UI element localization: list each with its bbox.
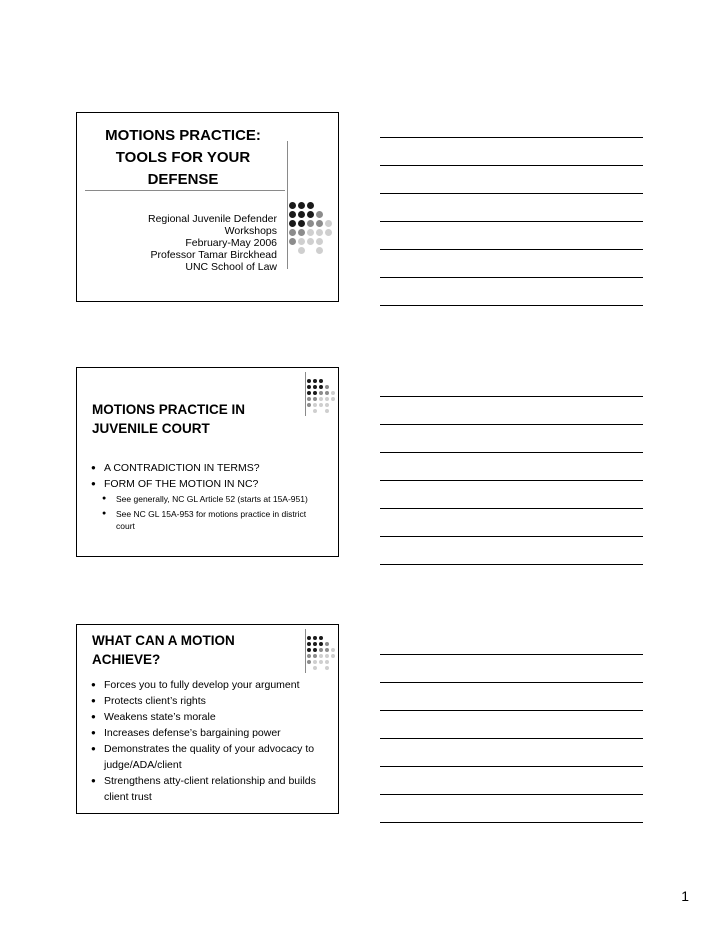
decor-dot (316, 229, 323, 236)
decor-dot (289, 220, 296, 227)
bullet-dot-icon: ● (91, 479, 96, 488)
bullet-text: Weakens state’s morale (104, 711, 216, 723)
decor-dot (319, 660, 323, 664)
note-line (380, 424, 643, 425)
note-line (380, 277, 643, 278)
decor-dot (319, 403, 323, 407)
decor-dot (319, 385, 323, 389)
bullet-text: Increases defense’s bargaining power (104, 727, 281, 739)
note-line (380, 249, 643, 250)
decor-dot (319, 648, 323, 652)
note-line (380, 564, 643, 565)
note-line (380, 738, 643, 739)
title-line: TOOLS FOR YOUR (115, 149, 251, 166)
decor-dot (313, 660, 317, 664)
decor-dot (307, 202, 314, 209)
bullet-dot-icon: ● (91, 696, 96, 705)
slide-3-title (92, 631, 235, 669)
bullet-item (90, 693, 326, 709)
decor-dot (298, 211, 305, 218)
note-line (380, 165, 643, 166)
subtitle-line: February-May 2006 (185, 237, 277, 249)
decor-dot (289, 202, 296, 209)
slide-2-title (92, 400, 245, 438)
decor-dot (325, 642, 329, 646)
decor-dot (316, 220, 323, 227)
decor-dot (331, 648, 335, 652)
decor-dot (325, 666, 329, 670)
decor-dot (307, 379, 311, 383)
note-line (380, 682, 643, 683)
vertical-rule (287, 141, 288, 269)
decor-dot (325, 385, 329, 389)
note-line (380, 305, 643, 306)
bullet-item (90, 725, 326, 741)
slide-3 (76, 624, 339, 814)
title-line: ACHIEVE? (92, 652, 161, 667)
bullet-dot-icon: ● (91, 744, 96, 753)
bullet-dot-icon: ● (91, 463, 96, 472)
title-line: WHAT CAN A MOTION (92, 633, 235, 648)
title-line: JUVENILE COURT (92, 421, 210, 436)
bullet-dot-icon: ● (91, 776, 96, 785)
decor-dot (298, 220, 305, 227)
decor-dot (313, 642, 317, 646)
title-line: MOTIONS PRACTICE: (105, 127, 261, 144)
bullet-item (90, 741, 326, 773)
decor-dot (331, 391, 335, 395)
note-line (380, 766, 643, 767)
bullet-item (90, 477, 326, 491)
bullet-list (90, 461, 326, 535)
subtitle-line: Workshops (224, 225, 277, 237)
decor-dot (289, 211, 296, 218)
decor-dot (331, 397, 335, 401)
decor-dot (325, 229, 332, 236)
subtitle-line: Professor Tamar Birckhead (150, 249, 277, 261)
bullet-item (90, 709, 326, 725)
decor-dot (325, 648, 329, 652)
bullet-text: Protects client’s rights (104, 695, 206, 707)
decor-dot (319, 654, 323, 658)
bullet-dot-icon: ● (91, 712, 96, 721)
bullet-text: Demonstrates the quality of your advocacy to judge/ADA/client (104, 743, 315, 771)
decor-dot (307, 660, 311, 664)
decor-dot (307, 636, 311, 640)
subtitle-line: UNC School of Law (185, 261, 277, 273)
decor-dot (325, 654, 329, 658)
decor-dot (319, 642, 323, 646)
bullet-list (90, 677, 326, 805)
sub-bullet-item (90, 493, 326, 505)
decor-dot (307, 642, 311, 646)
decor-dot (319, 397, 323, 401)
bullet-item (90, 773, 326, 805)
decor-dot (298, 229, 305, 236)
decor-dot (307, 654, 311, 658)
decor-dot (307, 385, 311, 389)
decor-dot (325, 660, 329, 664)
bullet-item (90, 677, 326, 693)
slide-1-title (85, 125, 281, 191)
decor-dot (289, 229, 296, 236)
decor-dot (307, 397, 311, 401)
decor-dot (313, 648, 317, 652)
bullet-item (90, 461, 326, 475)
decor-dot (307, 229, 314, 236)
title-line: DEFENSE (147, 171, 219, 188)
decor-dot (307, 211, 314, 218)
decor-dot (313, 666, 317, 670)
slide-2 (76, 367, 339, 557)
decor-dot (316, 238, 323, 245)
sub-bullet-text: See generally, NC GL Article 52 (starts at 15A-951) (116, 494, 308, 504)
note-line (380, 193, 643, 194)
decor-dot (307, 391, 311, 395)
bullet-dot-icon: ● (91, 680, 96, 689)
decor-dot (307, 648, 311, 652)
note-line (380, 452, 643, 453)
slide-1-subtitle (117, 213, 277, 273)
decor-dot (313, 391, 317, 395)
vertical-rule (305, 629, 306, 673)
note-line (380, 396, 643, 397)
decor-dot (325, 409, 329, 413)
decor-dot (331, 654, 335, 658)
decor-dot (316, 211, 323, 218)
bullet-text: Strengthens atty-client relationship and builds client trust (104, 775, 316, 803)
slide-1 (76, 112, 339, 302)
bullet-dot-icon: ● (91, 728, 96, 737)
decor-dot (319, 391, 323, 395)
bullet-dot-icon: ● (102, 495, 107, 502)
note-line (380, 822, 643, 823)
decor-dot (313, 636, 317, 640)
decor-dot (307, 403, 311, 407)
bullet-text: A CONTRADICTION IN TERMS? (104, 462, 260, 474)
decor-dot (289, 238, 296, 245)
decor-dot (307, 238, 314, 245)
sub-bullet-item (90, 508, 326, 532)
note-line (380, 508, 643, 509)
note-line (380, 794, 643, 795)
decor-dot (298, 247, 305, 254)
decor-dot (325, 403, 329, 407)
note-line (380, 710, 643, 711)
decor-dot (319, 379, 323, 383)
vertical-rule (305, 372, 306, 416)
page-number: 1 (681, 888, 689, 904)
bullet-text: FORM OF THE MOTION IN NC? (104, 478, 259, 490)
decor-dot (313, 397, 317, 401)
decor-dot (316, 247, 323, 254)
bullet-text: Forces you to fully develop your argument (104, 679, 300, 691)
decor-dot (298, 238, 305, 245)
note-line (380, 536, 643, 537)
note-line (380, 221, 643, 222)
decor-dot (319, 636, 323, 640)
title-line: MOTIONS PRACTICE IN (92, 402, 246, 417)
title-rule (85, 190, 285, 191)
sub-bullet-text: See NC GL 15A-953 for motions practice in district court (116, 509, 307, 531)
decor-dot (313, 379, 317, 383)
subtitle-line: Regional Juvenile Defender (148, 213, 277, 225)
decor-dot (313, 385, 317, 389)
decor-dot (313, 403, 317, 407)
decor-dot (298, 202, 305, 209)
decor-dot (325, 397, 329, 401)
bullet-dot-icon: ● (102, 510, 107, 517)
decor-dot (325, 391, 329, 395)
decor-dot (313, 654, 317, 658)
decor-dot (313, 409, 317, 413)
note-line (380, 654, 643, 655)
note-line (380, 480, 643, 481)
decor-dot (325, 220, 332, 227)
decor-dot (307, 220, 314, 227)
note-line (380, 137, 643, 138)
